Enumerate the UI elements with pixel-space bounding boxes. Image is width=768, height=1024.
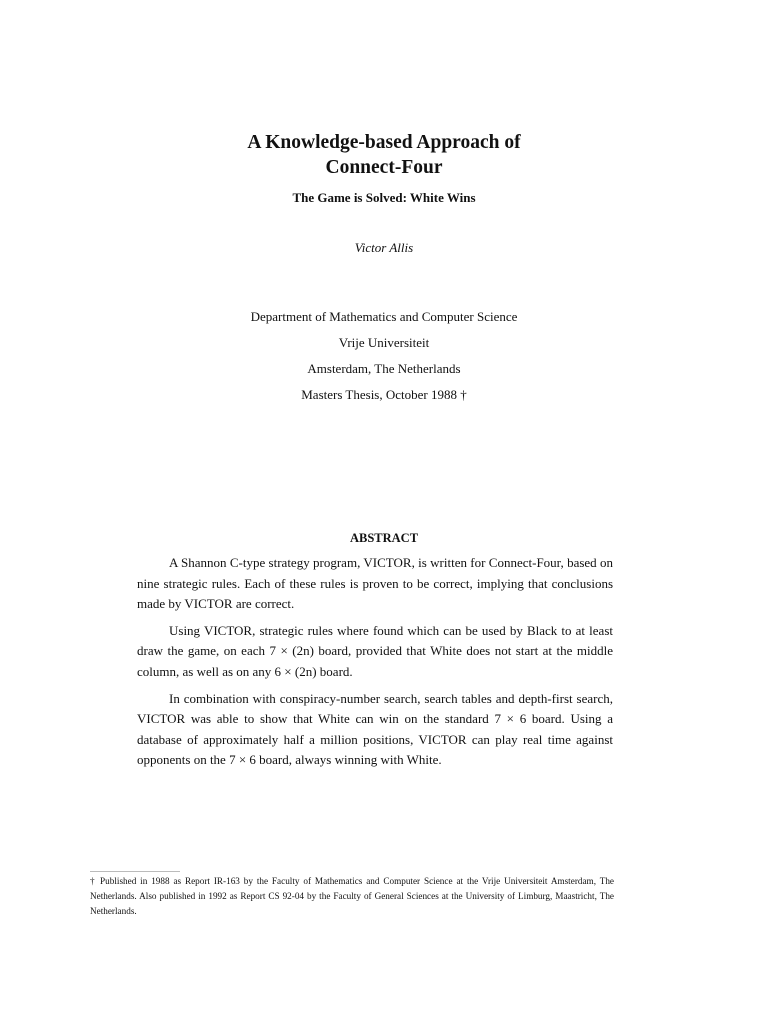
affiliation-block xyxy=(0,304,768,408)
paper-title-line-2: Connect-Four xyxy=(325,157,443,178)
affiliation-location: Amsterdam, The Netherlands xyxy=(307,361,461,376)
paper-title-line-1: A Knowledge-based Approach of xyxy=(247,132,521,153)
abstract-body xyxy=(137,553,613,777)
affiliation-department: Department of Mathematics and Computer Science xyxy=(250,309,518,324)
author-name: Victor Allis xyxy=(354,240,414,255)
paper-subtitle: The Game is Solved: White Wins xyxy=(292,190,476,205)
footnote: † Published in 1988 as Report IR-163 by the Faculty of Mathematics and Computer Science at the Vrije Universiteit Amsterdam, The Netherlands. Also published in 1992 as Report CS 92-04 by the Faculty of General Sciences at the University of Limburg, Maastricht, The Netherlands. xyxy=(90,876,614,916)
affiliation-thesis: Masters Thesis, October 1988 † xyxy=(301,387,467,402)
title-block xyxy=(0,130,768,206)
abstract-paragraph-3: In combination with conspiracy-number search, search tables and depth-first search, VICTOR was able to show that White can win on the standard 7 × 6 board. Using a database of approximately half a million positions, VICTOR can play real time against opponents on the 7 × 6 board, always winning with White. xyxy=(137,690,613,768)
abstract-heading: ABSTRACT xyxy=(349,531,419,545)
abstract-paragraph-1: A Shannon C-type strategy program, VICTOR, is written for Connect-Four, based on nine strategic rules. Each of these rules is proven to be correct, implying that conclusions made by VICTOR are correct. xyxy=(137,555,613,612)
affiliation-university: Vrije Universiteit xyxy=(338,335,430,350)
footnote-divider xyxy=(90,871,180,872)
abstract-paragraph-2: Using VICTOR, strategic rules where found which can be used by Black to at least draw the game, on each 7 × (2n) board, provided that White does not start at the middle column, as well as on any 6 × (2n) board. xyxy=(137,622,613,679)
